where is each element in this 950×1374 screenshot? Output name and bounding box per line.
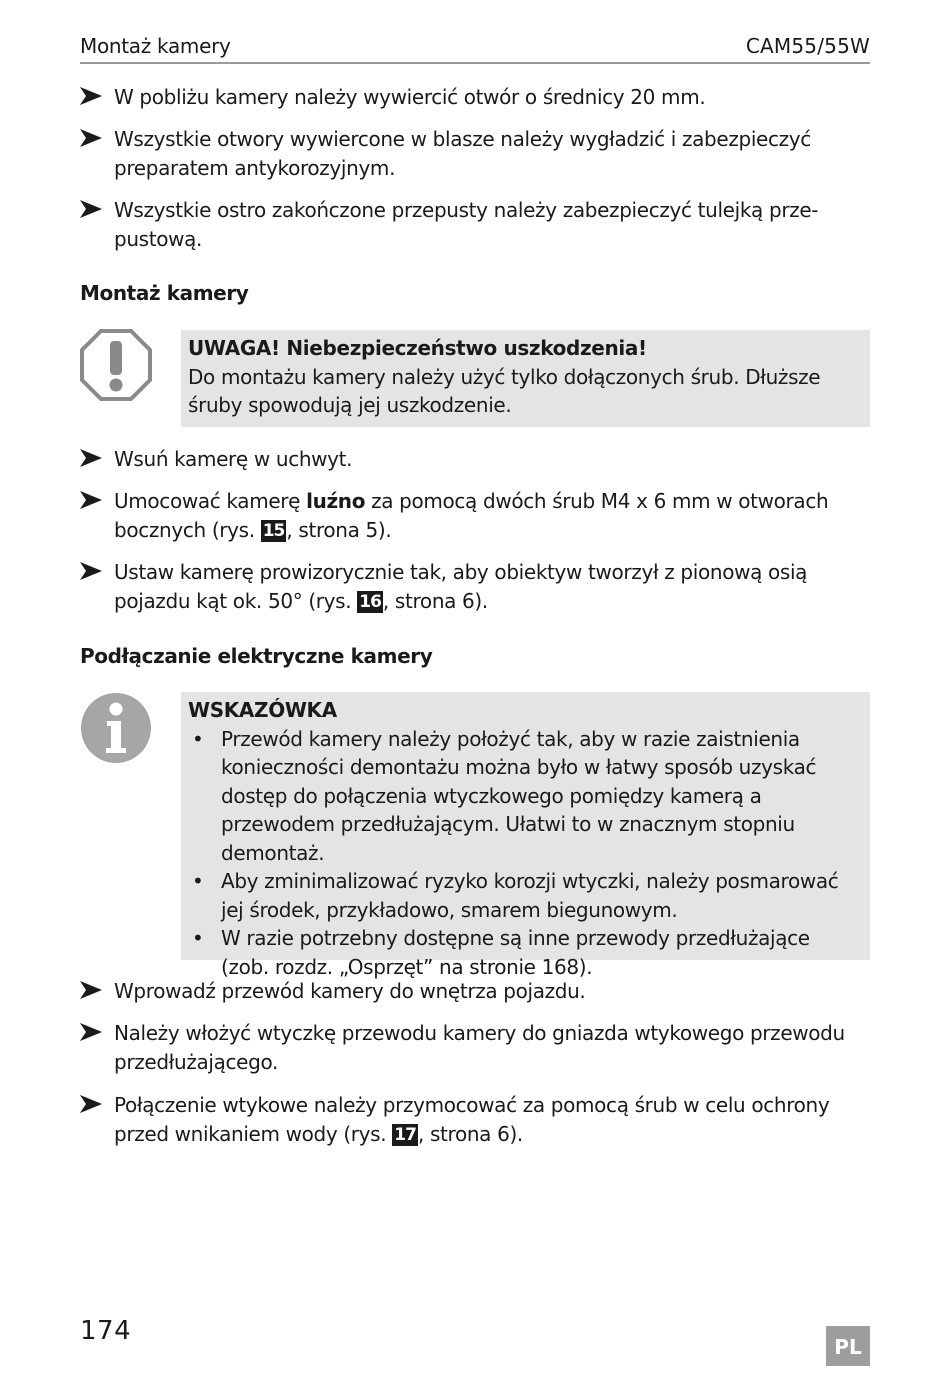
step-text-part: Ustaw kamerę prowizorycznie tak, aby obiektyw tworzył z pionową osią pojazdu kąt ok. 50° (rys. (114, 560, 808, 613)
emphasis-text: luźno (306, 489, 366, 513)
step-item (80, 83, 870, 112)
section-heading-mount: Montaż kamery (80, 281, 249, 305)
arrowhead-icon (80, 1095, 102, 1113)
step-text (114, 487, 870, 544)
warning-octagon-icon (80, 329, 152, 401)
step-text-part: Połączenie wtykowe należy przymocować za pomocą śrub w celu ochrony przed wnikaniem wody (rys. (114, 1093, 830, 1146)
step-item (80, 196, 870, 253)
step-text-part: za pomocą dwóch śrub M4 x 6 mm w otworach bocznych (rys. (114, 489, 829, 542)
step-text-part: Umocować kamerę (114, 489, 307, 513)
bullet-marker: • (192, 926, 204, 950)
header-section-title: Montaż kamery (80, 34, 231, 58)
step-item (80, 445, 870, 474)
arrowhead-icon (80, 200, 102, 218)
note-bullet-list (188, 725, 862, 982)
step-item (80, 977, 870, 1006)
note-bullet-text: W razie potrzebny dostępne są inne przewody przedłużające (zob. rozdz. „Osprzęt” na stronie 168). (221, 926, 810, 979)
step-text-part: , strona 6). (417, 1121, 523, 1146)
step-text (114, 1091, 870, 1148)
section-heading-electrical: Podłączanie elektryczne kamery (80, 644, 433, 668)
arrowhead-icon (80, 129, 102, 147)
header-model: CAM55/55W (745, 34, 870, 58)
step-text: Wszystkie otwory wywiercone w blasze należy wygładzić i zabezpieczyć preparatem antykorozyjnym. (114, 127, 811, 180)
step-item (80, 1091, 870, 1148)
arrowhead-icon (80, 562, 102, 580)
warning-body: Do montażu kamery należy użyć tylko dołączonych śrub. Dłuższe śruby spowodują jej uszkodzenie. (188, 364, 821, 417)
step-item (80, 1019, 870, 1076)
arrowhead-icon (80, 87, 102, 105)
arrowhead-icon (80, 981, 102, 999)
bullet-marker: • (192, 869, 204, 893)
step-text: Wsuń kamerę w uchwyt. (114, 447, 353, 471)
step-item (80, 487, 870, 544)
step-text (114, 558, 870, 615)
step-text-part: , strona 6). (382, 588, 488, 613)
arrowhead-icon (80, 1023, 102, 1041)
step-text-part: , strona 5). (286, 517, 392, 542)
list-item (188, 924, 862, 981)
note-bullet-text: Aby zminimalizować ryzyko korozji wtyczki, należy posmarować jej środek, przykładowo, smarem biegunowym. (221, 869, 839, 922)
list-item (188, 867, 862, 924)
page-number: 174 (80, 1316, 132, 1346)
list-item (188, 725, 862, 868)
warning-box (181, 330, 870, 427)
figure-reference-badge: 16 (359, 591, 381, 612)
figure-reference-badge: 15 (262, 520, 285, 541)
step-item (80, 558, 870, 615)
page-header (80, 32, 870, 64)
step-text: Wszystkie ostro zakończone przepusty należy zabezpieczyć tulejką prze-pustową. (114, 198, 819, 251)
figure-reference-badge: 17 (394, 1124, 416, 1145)
info-circle-icon (80, 692, 152, 764)
step-text: Należy włożyć wtyczkę przewodu kamery do gniazda wtykowego przewodu przedłużającego. (114, 1021, 845, 1074)
step-item (80, 125, 870, 182)
info-note-box (181, 692, 870, 979)
arrowhead-icon (80, 491, 102, 509)
arrowhead-icon (80, 449, 102, 467)
note-bullet-text: Przewód kamery należy położyć tak, aby w razie zaistnienia konieczności demontażu można było w łatwy sposób uzyskać dostęp do połączenia wtyczkowego pomiędzy kamerą a przewodem przedłużającym. Ułatwi to w znacznym stopniu demontaż. (221, 726, 817, 865)
note-title: WSKAZÓWKA (188, 698, 337, 722)
step-text: W pobliżu kamery należy wywiercić otwór o średnicy 20 mm. (114, 85, 706, 109)
warning-title: UWAGA! Niebezpieczeństwo uszkodzenia! (188, 336, 647, 360)
step-text: Wprowadź przewód kamery do wnętrza pojazdu. (114, 979, 586, 1003)
bullet-marker: • (192, 726, 204, 751)
language-badge: PL (826, 1326, 870, 1366)
